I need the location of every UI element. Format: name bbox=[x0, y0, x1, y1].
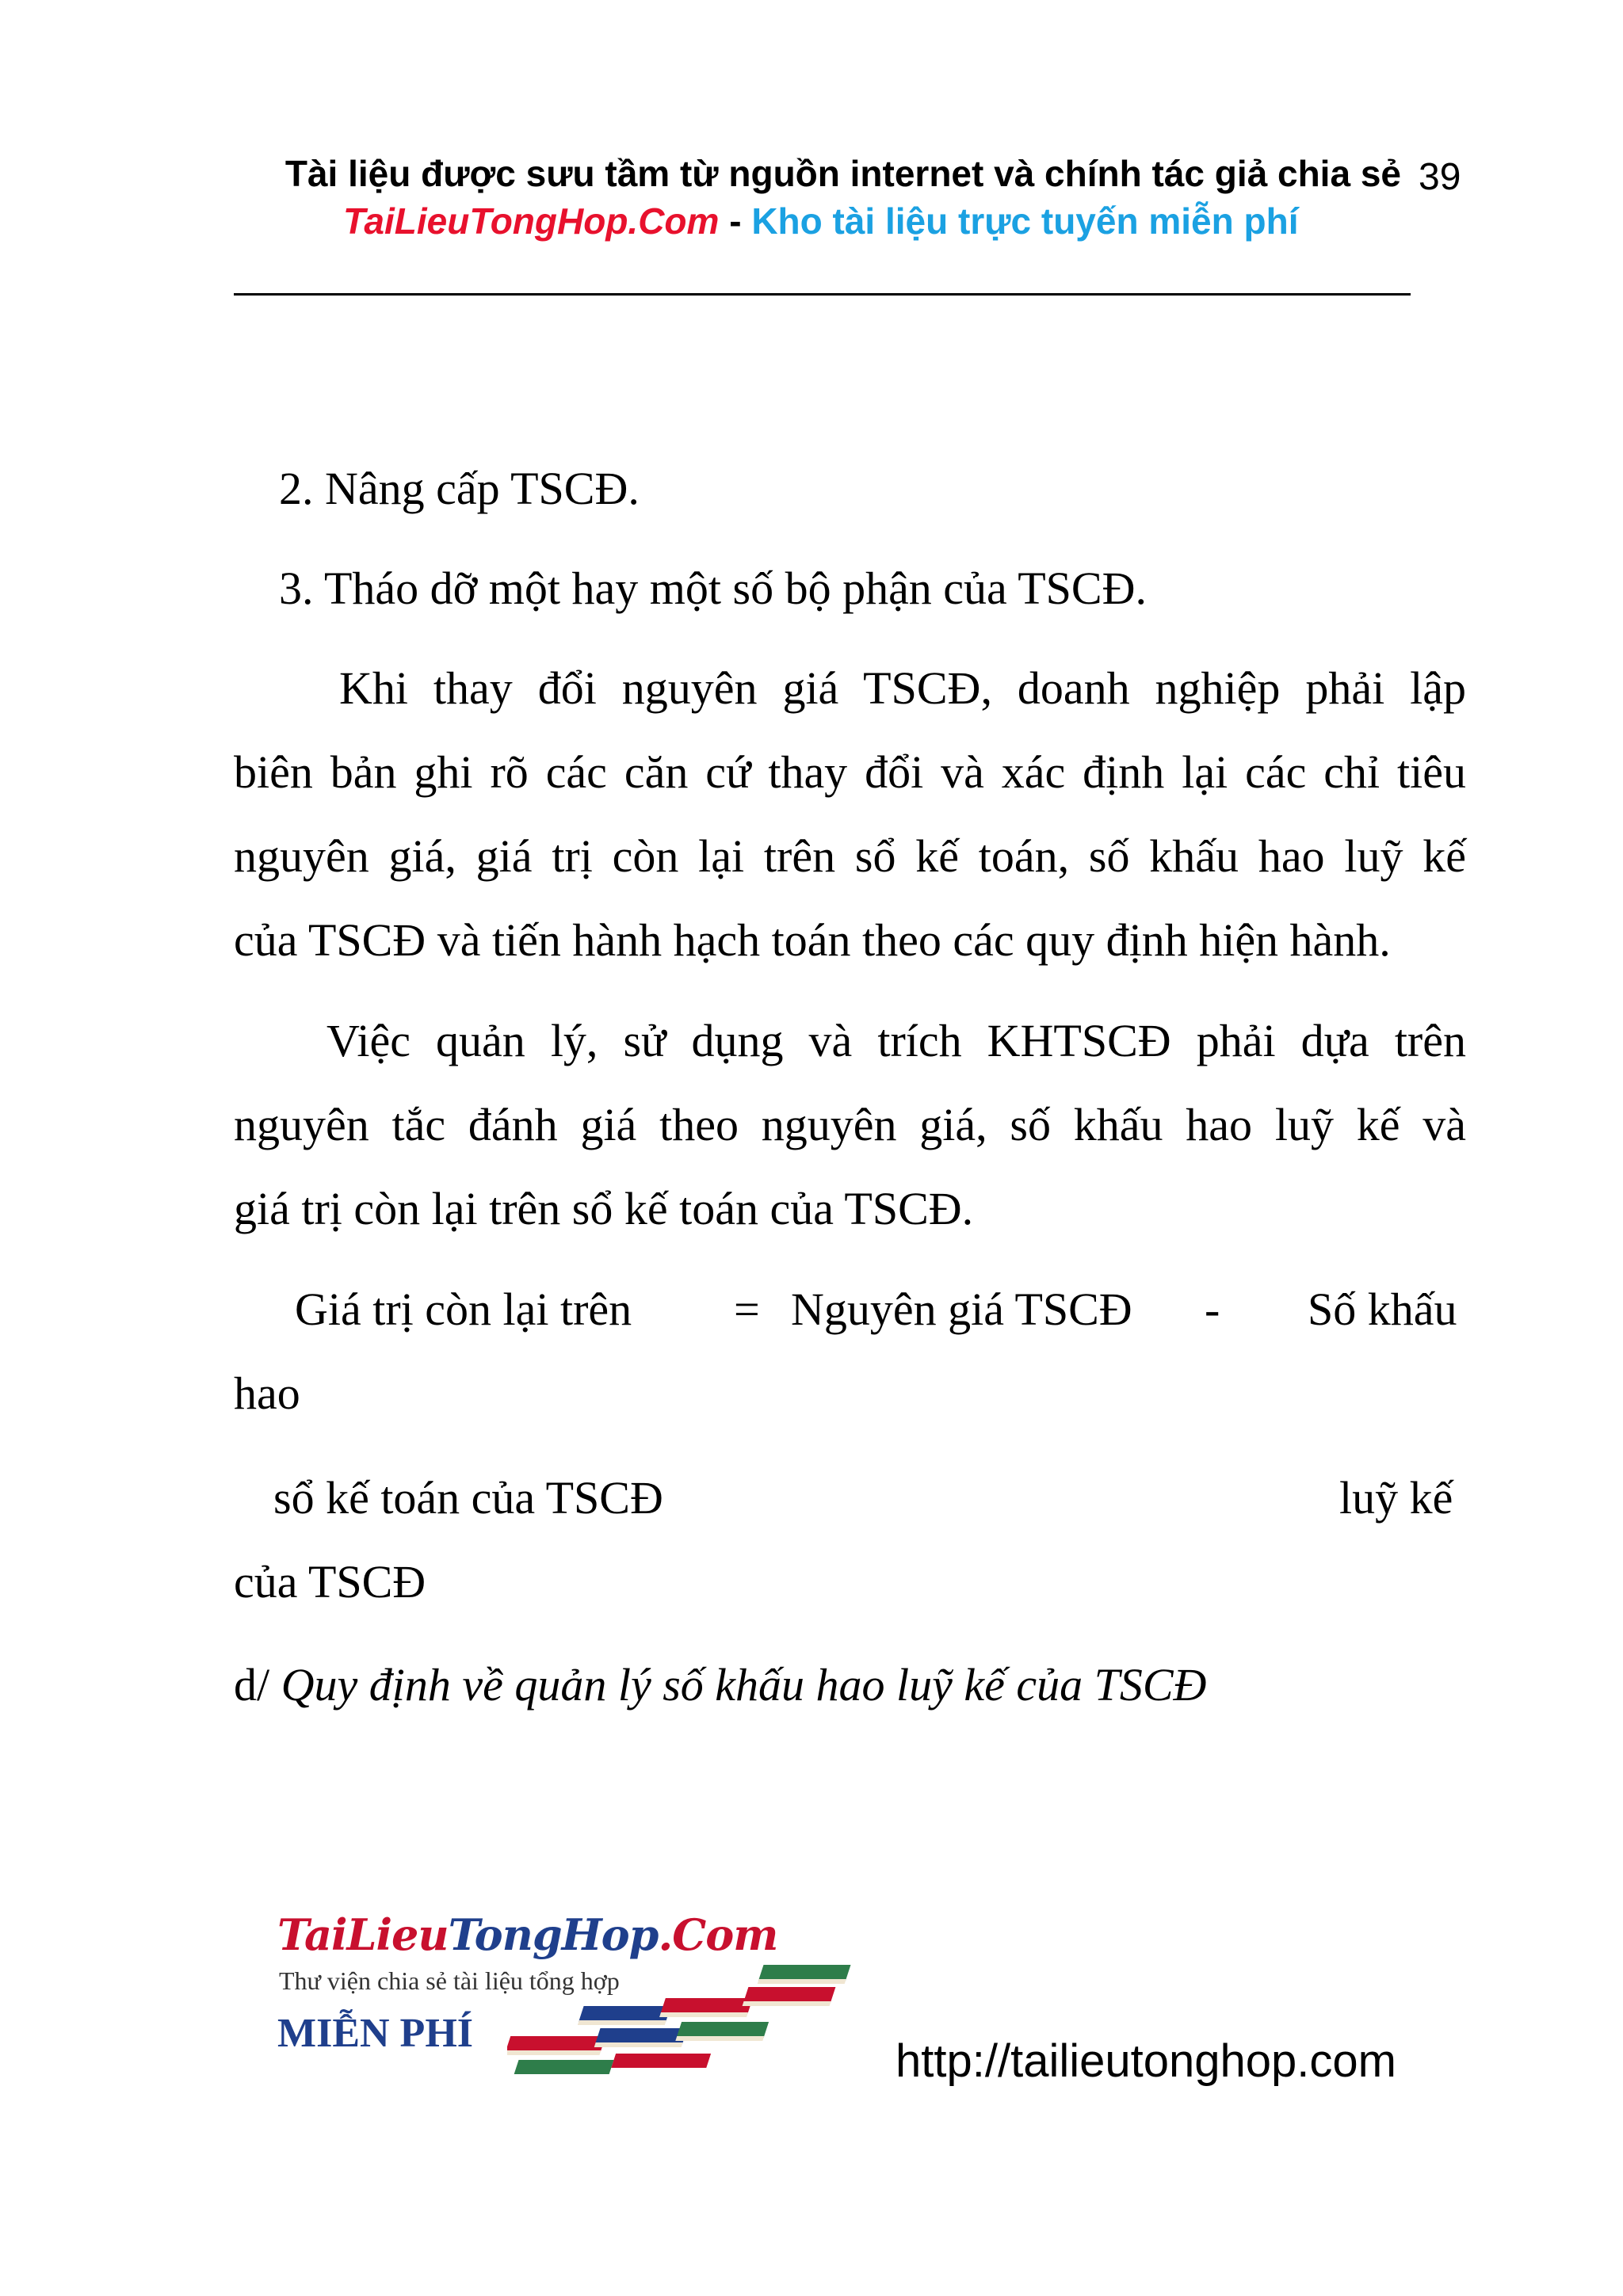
header-separator: - bbox=[729, 200, 742, 242]
formula-rhs-line-1: Số khấu bbox=[1308, 1283, 1457, 1335]
paragraph-2-line-3: giá trị còn lại trên sổ kế toán của TSCĐ. bbox=[234, 1183, 974, 1234]
paragraph-1-line-1: Khi thay đổi nguyên giá TSCĐ, doanh nghiệp phải lập bbox=[339, 662, 1466, 714]
paragraph-2-line-1: Việc quản lý, sử dụng và trích KHTSCĐ phải dựa trên bbox=[327, 1015, 1466, 1066]
header-site-name[interactable]: TaiLieuTongHop.Com bbox=[343, 200, 720, 242]
paragraph-1-line-4: của TSCĐ và tiến hành hạch toán theo các quy định hiện hành. bbox=[234, 914, 1391, 966]
logo-subtitle: Thư viện chia sẻ tài liệu tổng hợp bbox=[279, 1966, 620, 1995]
formula-wrap-2: của TSCĐ bbox=[234, 1556, 426, 1608]
formula-lhs-line-1: Giá trị còn lại trên bbox=[295, 1283, 632, 1335]
header-subline bbox=[343, 200, 1298, 242]
section-heading bbox=[234, 1659, 1207, 1711]
formula-wrap-1: hao bbox=[234, 1367, 300, 1419]
section-prefix: d/ bbox=[234, 1659, 270, 1711]
section-title: Quy định về quản lý số khấu hao luỹ kế của TSCĐ bbox=[281, 1659, 1207, 1711]
list-item-3: 3. Tháo dỡ một hay một số bộ phận của TSCĐ. bbox=[279, 563, 1148, 614]
paragraph-2-line-2: nguyên tắc đánh giá theo nguyên giá, số khấu hao luỹ kế và bbox=[234, 1099, 1466, 1150]
header-tagline: Kho tài liệu trực tuyến miễn phí bbox=[751, 200, 1299, 242]
header-title: Tài liệu được sưu tầm từ nguồn internet và chính tác giả chia sẻ bbox=[285, 153, 1401, 194]
formula-equals: = bbox=[734, 1283, 760, 1335]
logo-part-3: .Com bbox=[658, 1909, 778, 1960]
paragraph-1-line-2: biên bản ghi rõ các căn cứ thay đổi và xác định lại các chỉ tiêu bbox=[234, 746, 1466, 798]
header-divider bbox=[234, 293, 1411, 296]
logo-part-1: TaiLieu bbox=[277, 1909, 449, 1960]
books-icon bbox=[507, 1949, 880, 2084]
formula-middle: Nguyên giá TSCĐ bbox=[791, 1283, 1132, 1335]
formula-minus: - bbox=[1205, 1283, 1220, 1335]
paragraph-1-line-3: nguyên giá, giá trị còn lại trên sổ kế toán, số khấu hao luỹ kế bbox=[234, 830, 1466, 882]
formula-lhs-line-2: sổ kế toán của TSCĐ bbox=[273, 1472, 663, 1524]
formula-rhs-line-2: luỹ kế bbox=[1339, 1472, 1453, 1524]
page-number: 39 bbox=[1419, 156, 1461, 198]
list-item-2: 2. Nâng cấp TSCĐ. bbox=[279, 463, 640, 514]
footer-url-link[interactable]: http://tailieutonghop.com bbox=[896, 2035, 1396, 2087]
logo-part-2: TongHop bbox=[448, 1909, 659, 1960]
logo-free-label: MIỄN PHÍ bbox=[277, 2011, 473, 2056]
